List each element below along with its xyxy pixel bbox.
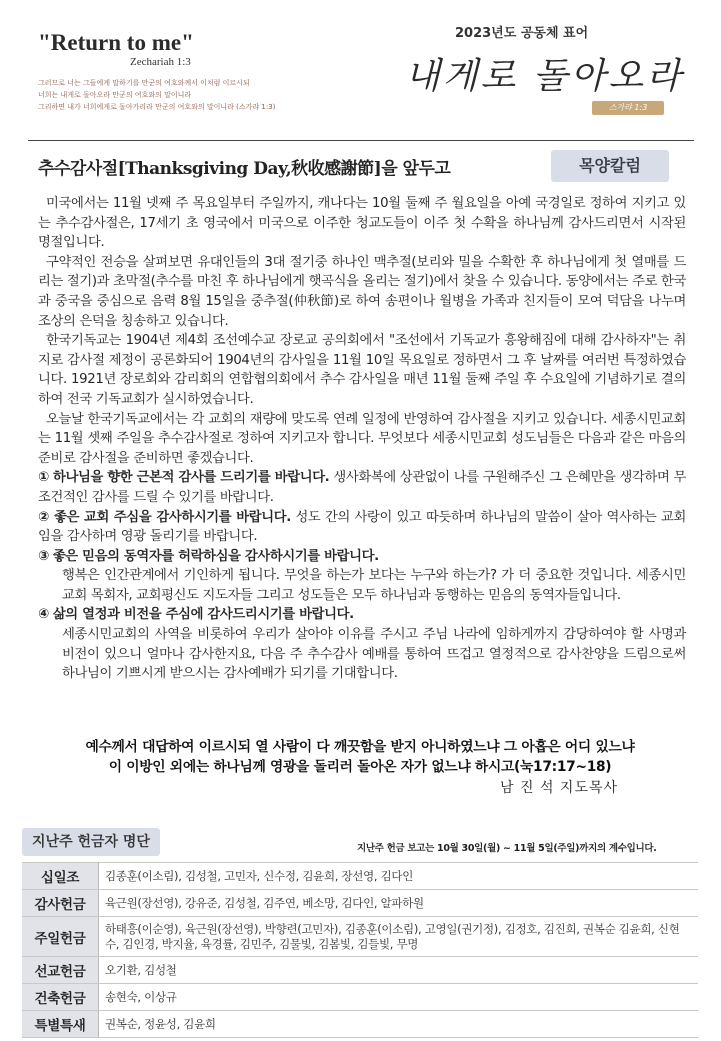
- offering-category: 십일조: [22, 863, 99, 890]
- item-number: ②: [38, 509, 50, 525]
- article-body: [38, 194, 686, 684]
- list-item: [38, 605, 686, 625]
- header-verse-line: 너희는 내게로 돌아오라 만군의 여호와의 말이니라: [38, 91, 192, 99]
- offering-names: 오기환, 김성철: [99, 957, 699, 984]
- offering-category: 특별특새: [22, 1011, 99, 1038]
- item-text: 행복은 인간관계에서 기인하게 됩니다. 무엇을 하는가 보다는 누구와 하는가? 가 더 중요한 것입니다. 세종시민교회 목회자, 교회평신도 지도자들 그리고 성도들은 모두 하나님과 동행하는 믿음의 동역자들입니다.: [62, 568, 686, 603]
- table-row: [22, 863, 698, 890]
- offering-table: [22, 862, 698, 1038]
- item-text: 세종시민교회의 사역을 비롯하여 우리가 살아야 이유를 주시고 주님 나라에 임하게까지 감당하여야 할 사명과 비전이 있으니 얼마나 감사한지요, 다음 주 추수감사 예배를 통하여 뜨겁고 열정적으로 감사찬양을 드림으로써 하나님이 기쁘시게 받으시는 감사예배가 되기를 기대합니다.: [62, 627, 686, 682]
- list-item: [38, 468, 686, 507]
- table-row: [22, 917, 698, 957]
- item-number: ④: [38, 607, 49, 623]
- paragraph: 구약적인 전승을 살펴보면 유대인들의 3대 절기중 하나인 맥추절(보리와 밀을 수확한 후 하나님에게 첫 열매를 드리는 절기)과 초막절(추수를 마친 후 하나님에게 햇곡식을 올리는 절기)에서 찾을 수 있습니다. 동양에서는 주로 한국과 중국을 중심으로 음력 8월 15일을 중추절(仲秋節)로 하여 송편이나 월병을 가족과 친지들이 모여 덕담을 나누며 조상의 은덕을 칭송하고 있습니다.: [38, 254, 686, 329]
- item-number: ①: [38, 470, 49, 486]
- item-text: 생사화복에 상관없이 나를 구원해주신 그 은혜만을 생각하며 무조건적인 감사를 드릴 수 있기를 바랍니다.: [38, 470, 686, 505]
- article-title: 추수감사절[Thanksgiving Day,秋收感謝節]을 앞두고: [38, 159, 451, 179]
- header-title: "Return to me": [38, 30, 194, 55]
- item-text: 성도 간의 사랑이 있고 따듯하며 하나님의 말씀이 살아 역사하는 교회임을 감사하며 영광 돌리기를 바랍니다.: [38, 509, 686, 545]
- header-verse-line: 그러므로 너는 그들에게 말하기를 만군의 여호와께서 이처럼 이르시되: [38, 79, 250, 87]
- item-heading: 삶의 열정과 비전을 주심에 감사드리시기를 바랍니다.: [52, 607, 354, 623]
- quote-line: 예수께서 대답하여 이르시되 열 사람이 다 깨끗함을 받지 아니하였느냐 그 아홉은 어디 있느냐: [85, 739, 635, 755]
- item-heading: 좋은 믿음의 동역자를 허락하심을 감사하시기를 바랍니다.: [52, 548, 379, 564]
- table-row: [22, 1011, 698, 1038]
- header-divider: [28, 140, 694, 141]
- list-item: [38, 508, 686, 547]
- offering-note: 지난주 헌금 보고는 10월 30일(월) ~ 11월 5일(주일)까지의 계수입니다.: [357, 843, 657, 854]
- offering-category: 선교헌금: [22, 957, 99, 984]
- item-number: ③: [38, 548, 49, 564]
- list-item: [38, 547, 686, 567]
- motto-label: 2023년도 공동체 표어: [455, 26, 589, 41]
- scripture-quote: [30, 737, 690, 777]
- offering-label: 지난주 헌금자 명단: [22, 828, 160, 856]
- motto-reference-badge: 스가랴 1:3: [592, 101, 664, 115]
- offering-names: 권복순, 정윤성, 김윤희: [99, 1011, 699, 1038]
- offering-names: 송현숙, 이상규: [99, 984, 699, 1011]
- motto-main: 내게로 돌아오라: [405, 56, 684, 97]
- offering-names: 김종훈(이소림), 김성철, 고민자, 신수정, 김윤희, 장선영, 김다인: [99, 863, 699, 890]
- paragraph: 미국에서는 11월 넷째 주 목요일부터 주일까지, 캐나다는 10월 둘째 주 월요일을 아예 국경일로 정하여 지키고 있는 추수감사절은, 17세기 초 영국에서 미국으로 이주한 청교도들이 이주 첫 수확을 하나님께 감사드리면서 시작된 명절입니다.: [38, 196, 686, 251]
- header-reference: Zechariah 1:3: [130, 56, 191, 68]
- offering-names: 육근원(장선영), 강유준, 김성철, 김주연, 베소망, 김다인, 알파하원: [99, 890, 699, 917]
- offering-category: 건축헌금: [22, 984, 99, 1011]
- offering-names: 하태흥(이순영), 육근원(장선영), 박향련(고민자), 김종훈(이소림), 고영일(권기정), 김정호, 김진희, 권복순 김윤희, 신현수, 김인경, 박지율, 육경률, 김민주, 김물빛, 김봄빛, 김들빛, 무명: [99, 917, 699, 957]
- item-heading: 좋은 교회 주심을 감사하시기를 바랍니다.: [54, 509, 291, 525]
- table-row: [22, 984, 698, 1011]
- header-verse-line: 그리하면 내가 너희에게로 돌아가리라 만군의 여호와의 말이니라 (스가랴 1:3): [38, 103, 276, 111]
- table-row: [22, 890, 698, 917]
- column-badge: 목양칼럼: [551, 150, 669, 182]
- table-row: [22, 957, 698, 984]
- signature: 남 진 석 지도목사: [500, 780, 619, 796]
- quote-line: 이 이방인 외에는 하나님께 영광을 돌리러 돌아온 자가 없느냐 하시고(눅17:17~18): [108, 759, 612, 775]
- paragraph: 오늘날 한국기독교에서는 각 교회의 재량에 맞도록 연례 일정에 반영하여 감사절을 지키고 있습니다. 세종시민교회는 11월 셋째 주일을 추수감사절로 정하여 지키고자 합니다. 무엇보다 세종시민교회 성도님들은 다음과 같은 마음의 준비로 감사절을 준비하면 좋겠습니다.: [38, 411, 686, 466]
- paragraph: 한국기독교는 1904년 제4회 조선예수교 장로교 공의회에서 "조선에서 기독교가 흥왕해짐에 대해 감사하자"는 취지로 감사절 제정이 공론화되어 1904년의 감사일을 11월 10일 목요일로 정하면서 그 후 날짜를 여러번 특정하였습니다. 1921년 장로회와 감리회의 연합협의회에서 추수 감사일을 매년 11월 둘째 주일 후 수요일에 기념하기로 결의하여 전국 기독교회가 실시하였습니다.: [38, 333, 686, 407]
- offering-category: 주일헌금: [22, 917, 99, 957]
- offering-category: 감사헌금: [22, 890, 99, 917]
- item-heading: 하나님을 향한 근본적 감사를 드리기를 바랍니다.: [52, 470, 330, 486]
